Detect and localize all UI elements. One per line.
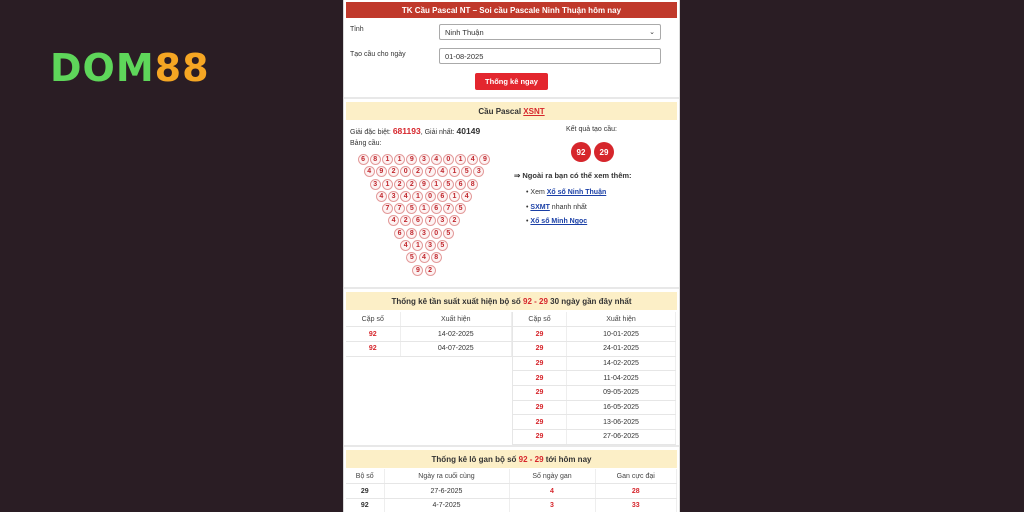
table-row [346,484,677,499]
appear-date: 11-04-2025 [567,371,676,386]
first-prize-value: 40149 [456,126,481,136]
appear-date: 09-05-2025 [567,385,676,400]
pascal-digit: 3 [437,215,448,226]
pascal-digit: 5 [443,228,454,239]
appear-date: 10-01-2025 [567,327,676,342]
link-suffix: nhanh nhất [549,203,587,211]
table-row [513,415,676,430]
pascal-digit: 7 [425,166,436,177]
pair-number: 29 [513,371,567,386]
pascal-digit: 7 [443,203,454,214]
pascal-digit: 1 [394,154,405,165]
pascal-digit: 6 [431,203,442,214]
freq-head-prefix: Thống kê tần suất xuất hiện bộ số [391,296,524,306]
pascal-digit: 6 [358,154,369,165]
pascal-digit: 5 [406,252,417,263]
table-row [513,430,676,445]
pascal-row [354,154,494,166]
pair-number: 92 [346,341,400,356]
pascal-digit: 8 [467,179,478,190]
pascal-digit: 1 [382,179,393,190]
pascal-digit: 6 [455,179,466,190]
pascal-digit: 3 [425,240,436,251]
pascal-row [354,179,494,191]
pascal-digit: 9 [406,154,417,165]
pascal-digit: 2 [388,166,399,177]
more-links-list [526,186,606,230]
pascal-digit: 7 [425,215,436,226]
pair-number: 29 [513,356,567,371]
content-panel [343,0,680,512]
gan-section-header [346,450,677,468]
pascal-digit: 4 [400,191,411,202]
max-gan: 33 [595,498,677,512]
pascal-digit: 0 [443,154,454,165]
province-value: Ninh Thuận [445,27,484,37]
gan-days: 4 [509,484,595,499]
pascal-digit: 3 [388,191,399,202]
pascal-digit: 2 [425,265,436,276]
result-label: Kết quả tạo cầu: [566,126,617,133]
gan-number: 29 [346,484,384,499]
max-gan: 28 [595,484,677,499]
pascal-digit: 4 [419,252,430,263]
freq-head-suffix: 30 ngày gần đây nhất [547,296,632,306]
pascal-digit: 3 [370,179,381,190]
freq-head-nums: 92 - 29 [523,296,548,306]
list-item: • Xổ số Minh Ngọc [526,218,588,225]
list-item: • SXMT nhanh nhất [526,203,587,211]
pascal-digit: 4 [400,240,411,251]
pascal-digit: 5 [406,203,417,214]
col-header: Cặp số [346,312,400,327]
table-row [346,498,677,512]
pascal-digit: 9 [479,154,490,165]
pascal-digit: 1 [449,166,460,177]
pair-number: 29 [513,341,567,356]
pascal-digit: 2 [400,215,411,226]
col-header: Gan cực đại [595,469,677,484]
divider [344,287,679,289]
prize-line [350,126,480,136]
pascal-digit: 2 [394,179,405,190]
pascal-digit: 9 [412,265,423,276]
freq-table-left [346,312,512,357]
link-prefix: Xem [530,189,547,196]
pascal-digit: 1 [382,154,393,165]
pascal-row [354,228,494,240]
pascal-digit: 7 [394,203,405,214]
pascal-digit: 0 [425,191,436,202]
first-prize-label: , Giải nhất: [420,129,455,136]
pascal-digit: 6 [394,228,405,239]
pascal-digit: 6 [412,215,423,226]
pascal-digit: 6 [437,191,448,202]
pair-number: 92 [346,327,400,342]
table-row [513,356,676,371]
col-header: Ngày ra cuối cùng [384,469,509,484]
pascal-digit: 9 [376,166,387,177]
table-row [513,341,676,356]
pascal-row [354,215,494,227]
gan-number: 92 [346,498,384,512]
pascal-row [354,166,494,178]
pascal-digit: 5 [437,240,448,251]
pascal-row [354,203,494,215]
pascal-triangle [354,154,494,277]
result-ball: 29 [594,142,614,162]
special-prize-label: Giải đặc biệt: [350,129,391,136]
pascal-digit: 1 [455,154,466,165]
pascal-row [354,252,494,264]
appear-date: 04-07-2025 [400,341,512,356]
appear-date: 14-02-2025 [400,327,512,342]
special-prize-value: 681193 [392,126,421,136]
pascal-digit: 2 [449,215,460,226]
pascal-digit: 4 [364,166,375,177]
province-label: Tỉnh [350,26,364,33]
pascal-row [354,265,494,277]
col-header: Cặp số [513,312,567,327]
more-label: ⇒ Ngoài ra bạn có thể xem thêm: [514,171,632,180]
freq-table-right [512,312,676,445]
xsnt-link[interactable]: XSNT [523,106,545,116]
pascal-digit: 8 [431,252,442,263]
table-row [513,385,676,400]
list-item: • Xem Xổ số Ninh Thuận [526,189,607,196]
pascal-digit: 4 [376,191,387,202]
gan-days: 3 [509,498,595,512]
col-header: Xuất hiện [567,312,676,327]
freq-section-header [346,292,677,310]
pascal-digit: 8 [406,228,417,239]
last-date: 4-7-2025 [384,498,509,512]
pascal-digit: 9 [419,179,430,190]
pascal-digit: 4 [437,166,448,177]
last-date: 27-6-2025 [384,484,509,499]
divider [344,97,679,99]
pascal-row [354,240,494,252]
pascal-digit: 3 [419,154,430,165]
pascal-digit: 1 [412,240,423,251]
pascal-digit: 3 [473,166,484,177]
pascal-head-text: Cầu Pascal [478,106,524,116]
divider [344,445,679,447]
col-header: Số ngày gan [509,469,595,484]
pascal-section-header [346,102,677,120]
gan-head-prefix: Thống kê lô gan bộ số [431,454,519,464]
date-label: Tạo cầu cho ngày [350,51,406,58]
pascal-digit: 1 [449,191,460,202]
pascal-digit: 0 [431,228,442,239]
pascal-digit: 0 [400,166,411,177]
pascal-digit: 2 [406,179,417,190]
appear-date: 13-06-2025 [567,415,676,430]
col-header: Xuất hiện [400,312,512,327]
date-input[interactable] [439,48,661,64]
pascal-digit: 1 [412,191,423,202]
pair-number: 29 [513,430,567,445]
pair-number: 29 [513,327,567,342]
gan-table [346,469,677,512]
pascal-digit: 8 [370,154,381,165]
appear-date: 16-05-2025 [567,400,676,415]
page-title: TK Cầu Pascal NT – Soi cầu Pascale Ninh Thuận hôm nay [346,2,677,18]
link-sxmt[interactable]: SXMT [530,203,550,211]
chevron-down-icon: ⌄ [649,29,655,36]
dom88-logo [50,48,210,88]
table-row [513,371,676,386]
pair-number: 29 [513,385,567,400]
gan-head-nums: 92 - 29 [518,454,544,464]
pair-number: 29 [513,400,567,415]
pascal-digit: 5 [443,179,454,190]
pascal-digit: 1 [431,179,442,190]
table-row [513,400,676,415]
logo-text-88: 88 [154,46,210,90]
appear-date: 14-02-2025 [567,356,676,371]
submit-button[interactable]: Thống kê ngay [475,73,548,90]
table-row [513,327,676,342]
link-xo-so-ninh-thuan[interactable]: Xổ số Ninh Thuận [546,189,607,196]
appear-date: 24-01-2025 [567,341,676,356]
pascal-digit: 3 [419,228,430,239]
pascal-row [354,191,494,203]
pascal-digit: 7 [382,203,393,214]
table-row [346,341,512,356]
result-ball: 92 [571,142,591,162]
date-value: 01-08-2025 [445,51,484,61]
pascal-digit: 5 [461,166,472,177]
table-row [346,327,512,342]
pascal-digit: 4 [461,191,472,202]
pascal-table-label: Bảng cầu: [350,140,382,147]
pascal-digit: 4 [431,154,442,165]
link-xo-so-minh-ngoc[interactable]: Xổ số Minh Ngọc [530,218,588,225]
pascal-digit: 4 [388,215,399,226]
pascal-digit: 2 [412,166,423,177]
logo-text-dom: DOM [50,46,155,90]
pair-number: 29 [513,415,567,430]
appear-date: 27-06-2025 [567,430,676,445]
province-select[interactable] [439,24,661,40]
pascal-digit: 5 [455,203,466,214]
pascal-digit: 1 [419,203,430,214]
col-header: Bộ số [346,469,384,484]
pascal-digit: 4 [467,154,478,165]
gan-head-suffix: tới hôm nay [543,454,592,464]
